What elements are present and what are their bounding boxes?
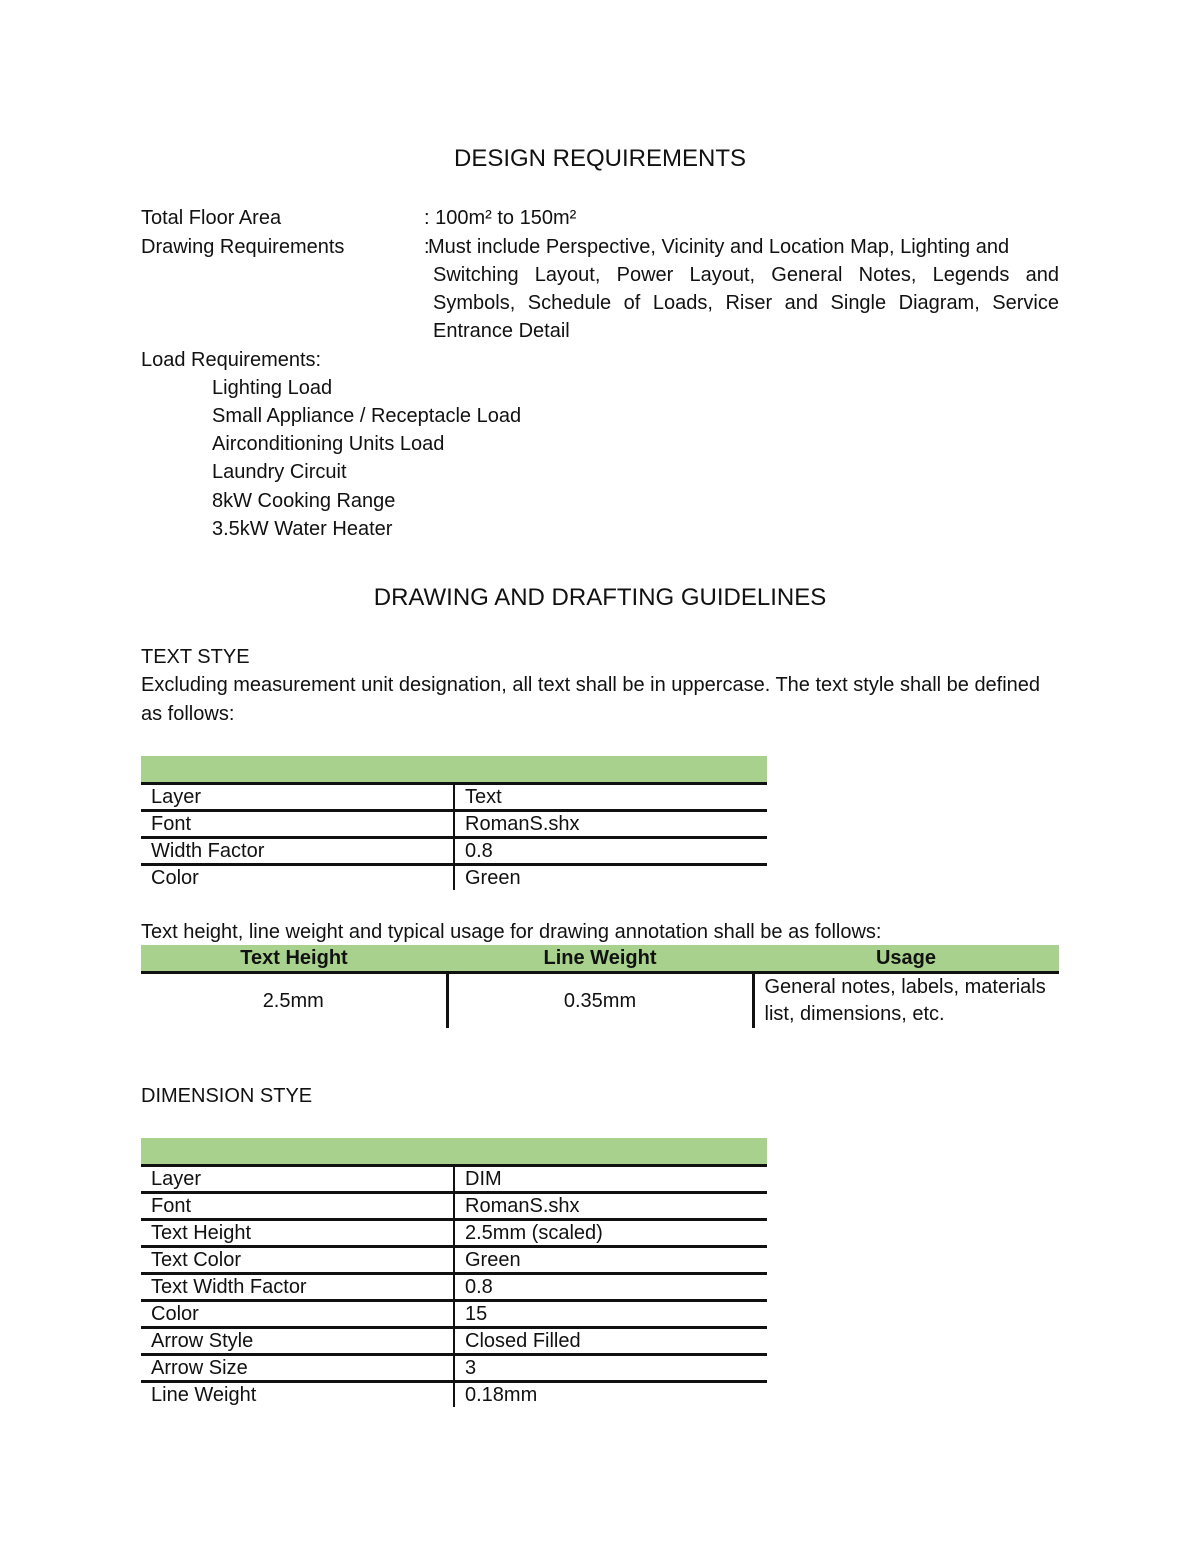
table-row (141, 1220, 767, 1247)
table-cell-value: DIM (454, 1166, 767, 1193)
load-item: 3.5kW Water Heater (212, 518, 393, 540)
table-row (141, 838, 767, 865)
guidelines-title: DRAWING AND DRAFTING GUIDELINES (373, 584, 827, 611)
table-row (141, 1166, 767, 1193)
table-cell: General notes, labels, materials list, dimensions, etc. (764, 976, 1046, 1025)
table-cell-key: Text Height (141, 1220, 454, 1247)
column-header: Usage (753, 945, 1059, 973)
drawing-requirements-colon: : (424, 236, 430, 258)
table-cell-key: Arrow Style (141, 1328, 454, 1355)
load-item: Lighting Load (212, 377, 333, 399)
table-cell-key: Layer (141, 784, 454, 811)
table-header-bar (141, 756, 767, 784)
text-height-table (141, 945, 1059, 1028)
drawing-requirements-text: Switching Layout, Power Layout, General Notes, Legends and Symbols, Schedule of Loads, Riser and Single Diagram, Service Entrance Detail (433, 264, 1059, 343)
table-cell-key: Layer (141, 1166, 454, 1193)
table-cell-key: Arrow Size (141, 1355, 454, 1382)
table-cell-value: 0.18mm (465, 1384, 538, 1406)
table-cell-value: 3 (454, 1355, 767, 1382)
text-height-intro: Text height, line weight and typical usage for drawing annotation shall be as follows: (141, 921, 882, 943)
table-cell-value: RomanS.shx (454, 1193, 767, 1220)
table-cell-value: RomanS.shx (454, 811, 767, 838)
table-row (141, 1274, 767, 1301)
text-style-table (141, 756, 767, 890)
column-header: Text Height (141, 945, 447, 973)
load-item: Laundry Circuit (212, 461, 347, 483)
table-cell-value: 0.8 (454, 838, 767, 865)
table-cell-value: 0.8 (454, 1274, 767, 1301)
dimension-style-heading: DIMENSION STYE (141, 1085, 313, 1107)
table-cell-key: Line Weight (141, 1382, 454, 1408)
table-row (141, 811, 767, 838)
table-cell-key: Font (141, 811, 454, 838)
table-row (141, 973, 1059, 1029)
table-cell-key: Color (141, 1301, 454, 1328)
table-cell-key: Color (141, 865, 454, 891)
design-requirements-title: DESIGN REQUIREMENTS (453, 145, 747, 172)
table-cell-key: Font (141, 1193, 454, 1220)
load-requirements-label: Load Requirements: (141, 349, 322, 371)
table-cell-value: Green (454, 1247, 767, 1274)
dimension-style-table (141, 1138, 767, 1407)
table-row (141, 1382, 767, 1408)
table-row (141, 1355, 767, 1382)
table-cell-value: 2.5mm (scaled) (454, 1220, 767, 1247)
table-cell-value: Closed Filled (454, 1328, 767, 1355)
drawing-requirements-label: Drawing Requirements (141, 236, 345, 258)
text-style-intro: Excluding measurement unit designation, all text shall be in uppercase. The text style shall be defined as follows: (141, 674, 1041, 725)
column-header: Line Weight (447, 945, 753, 973)
drawing-requirements-line1: Must include Perspective, Vicinity and Location Map, Lighting and (428, 236, 1010, 258)
table-cell-key: Text Color (141, 1247, 454, 1274)
load-item: Airconditioning Units Load (212, 433, 445, 455)
total-floor-area-value: : 100m² to 150m² (424, 207, 577, 229)
table-cell-key: Text Width Factor (141, 1274, 454, 1301)
load-item: 8kW Cooking Range (212, 490, 396, 512)
load-item: Small Appliance / Receptacle Load (212, 405, 522, 427)
table-cell: 2.5mm (141, 973, 447, 1029)
total-floor-area-label: Total Floor Area (141, 207, 282, 229)
table-cell-value: Green (465, 867, 521, 889)
table-row (141, 1193, 767, 1220)
table-row (141, 1328, 767, 1355)
table-row (141, 784, 767, 811)
table-row (141, 865, 767, 891)
table-header-row (141, 945, 1059, 973)
table-cell-value: 15 (454, 1301, 767, 1328)
table-cell: 0.35mm (447, 973, 753, 1029)
table-row (141, 1301, 767, 1328)
table-row (141, 1247, 767, 1274)
text-style-heading: TEXT STYE (141, 646, 250, 668)
table-cell-value: Text (454, 784, 767, 811)
table-cell-key: Width Factor (141, 838, 454, 865)
table-header-bar (141, 1138, 767, 1166)
